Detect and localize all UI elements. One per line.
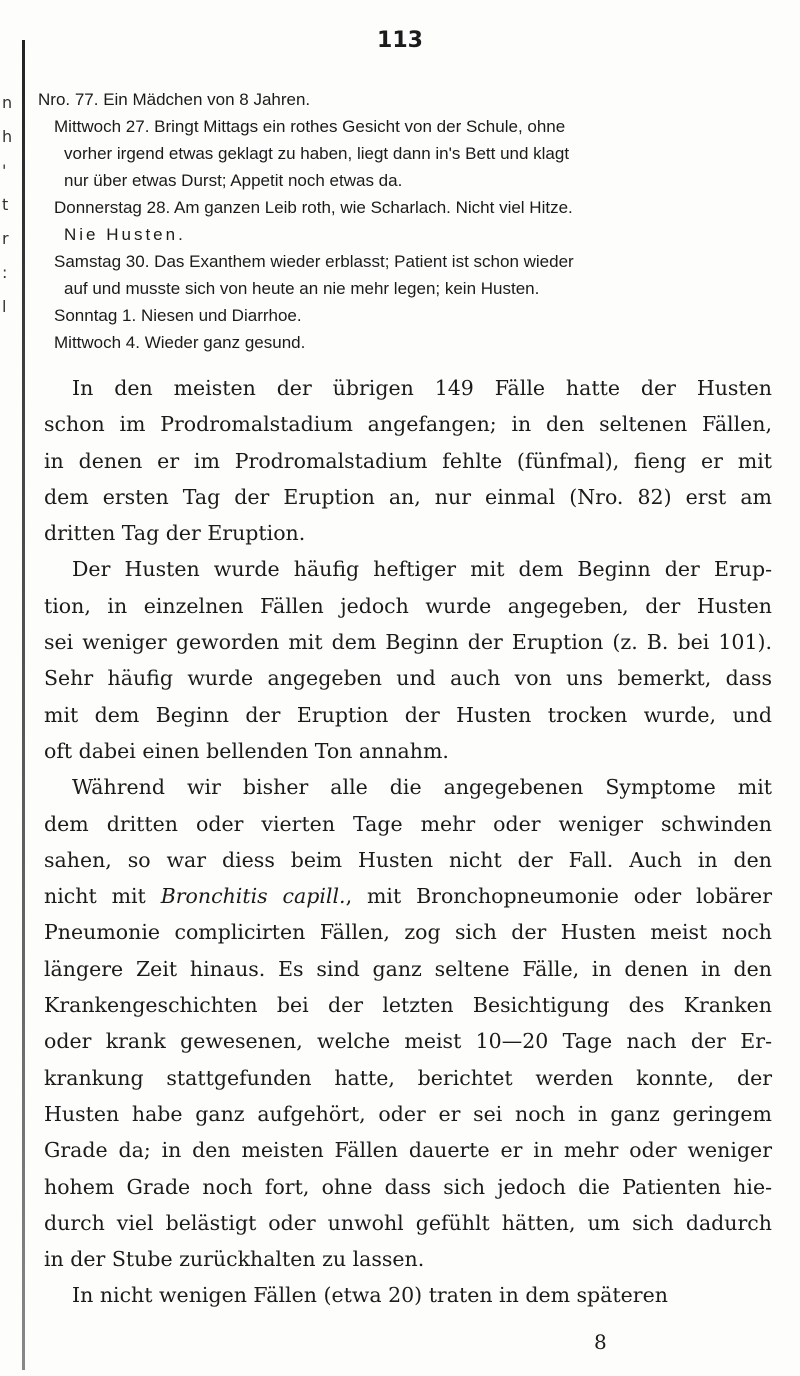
text-line: nicht mit Bronchitis capill., mit Bronchopneumonie oder lobärer (44, 884, 772, 909)
text-line: hohem Grade noch fort, ohne dass sich jedoch die Patienten hie- (44, 1174, 772, 1199)
text-line: tion, in einzelnen Fällen jedoch wurde angegeben, der Husten (44, 593, 772, 618)
text-line: in der Stube zurückhalten zu lassen. (44, 1247, 425, 1272)
margin-fragment: n (2, 93, 13, 112)
case-lines (38, 113, 778, 356)
margin-fragment: t (2, 195, 9, 214)
text-line: Während wir bisher alle die angegebenen Symptome mit (72, 775, 772, 800)
text-line: oder krank gewesenen, welche meist 10—20 Tage nach der Er- (44, 1029, 772, 1054)
paragraph-3 (44, 769, 772, 1277)
text-line: dem dritten oder vierten Tage mehr oder weniger schwinden (44, 811, 772, 836)
case-line: Nie Husten. (64, 225, 186, 244)
text-line: längere Zeit hinaus. Es sind ganz seltene Fälle, in denen in den (44, 956, 772, 981)
text-line: sei weniger geworden mit dem Beginn der Eruption (z. B. bei 101). (44, 630, 772, 655)
margin-fragment: l (2, 297, 7, 316)
case-line: Sonntag 1. Niesen und Diarrhoe. (54, 306, 302, 325)
paragraph-1 (44, 370, 772, 551)
case-line: vorher irgend etwas geklagt zu haben, liegt dann in's Bett und klagt (64, 144, 570, 163)
case-line: Mittwoch 4. Wieder ganz gesund. (54, 333, 306, 352)
case-line: nur über etwas Durst; Appetit noch etwas da. (64, 171, 403, 190)
page-number: 113 (377, 28, 423, 53)
text-line: dritten Tag der Eruption. (44, 521, 306, 546)
margin-fragment: : (2, 263, 8, 282)
text-line: in denen er im Prodromalstadium fehlte (fünfmal), fieng er mit (44, 448, 772, 473)
signature-mark: 8 (594, 1330, 607, 1354)
margin-fragment: h (2, 127, 13, 146)
margin-fragment: ' (2, 161, 7, 180)
paragraph-4 (44, 1277, 772, 1313)
margin-fragment: r (2, 229, 9, 248)
binding-gutter (22, 40, 25, 1370)
text-line: mit dem Beginn der Eruption der Husten trocken wurde, und (44, 702, 772, 727)
text-line: schon im Prodromalstadium angefangen; in den seltenen Fällen, (44, 412, 772, 437)
text-line: Der Husten wurde häufig heftiger mit dem Beginn der Erup- (72, 557, 772, 582)
text-line: Krankengeschichten bei der letzten Besichtigung des Kranken (44, 993, 772, 1018)
text-line: Sehr häufig wurde angegeben und auch von uns bemerkt, dass (44, 666, 772, 691)
text-line: Husten habe ganz aufgehört, oder er sei noch in ganz geringem (44, 1101, 772, 1126)
case-line: auf und musste sich von heute an nie mehr legen; kein Husten. (64, 279, 540, 298)
text-line: In nicht wenigen Fällen (etwa 20) traten in dem späteren (72, 1283, 668, 1308)
case-record (38, 86, 778, 356)
text-line: oft dabei einen bellenden Ton annahm. (44, 738, 449, 763)
text-line: dem ersten Tag der Eruption an, nur einmal (Nro. 82) erst am (44, 484, 772, 509)
case-header: Nro. 77. Ein Mädchen von 8 Jahren. (38, 90, 311, 109)
text-line: durch viel belästigt oder unwohl gefühlt hätten, um sich dadurch (44, 1210, 772, 1235)
left-margin-fragments (2, 86, 16, 324)
text-line: Grade da; in den meisten Fällen dauerte er in mehr oder weniger (44, 1138, 772, 1163)
text-line: Pneumonie complicirten Fällen, zog sich der Husten meist noch (44, 920, 772, 945)
body-text (44, 370, 772, 1314)
paragraph-2 (44, 551, 772, 769)
text-line: krankung stattgefunden hatte, berichtet werden konnte, der (44, 1065, 772, 1090)
case-line: Donnerstag 28. Am ganzen Leib roth, wie Scharlach. Nicht viel Hitze. (54, 198, 573, 217)
text-line: sahen, so war diess beim Husten nicht der Fall. Auch in den (44, 847, 772, 872)
text-line: In den meisten der übrigen 149 Fälle hatte der Husten (72, 376, 772, 400)
case-line: Samstag 30. Das Exanthem wieder erblasst; Patient ist schon wieder (54, 252, 574, 271)
case-line: Mittwoch 27. Bringt Mittags ein rothes Gesicht von der Schule, ohne (54, 117, 566, 136)
